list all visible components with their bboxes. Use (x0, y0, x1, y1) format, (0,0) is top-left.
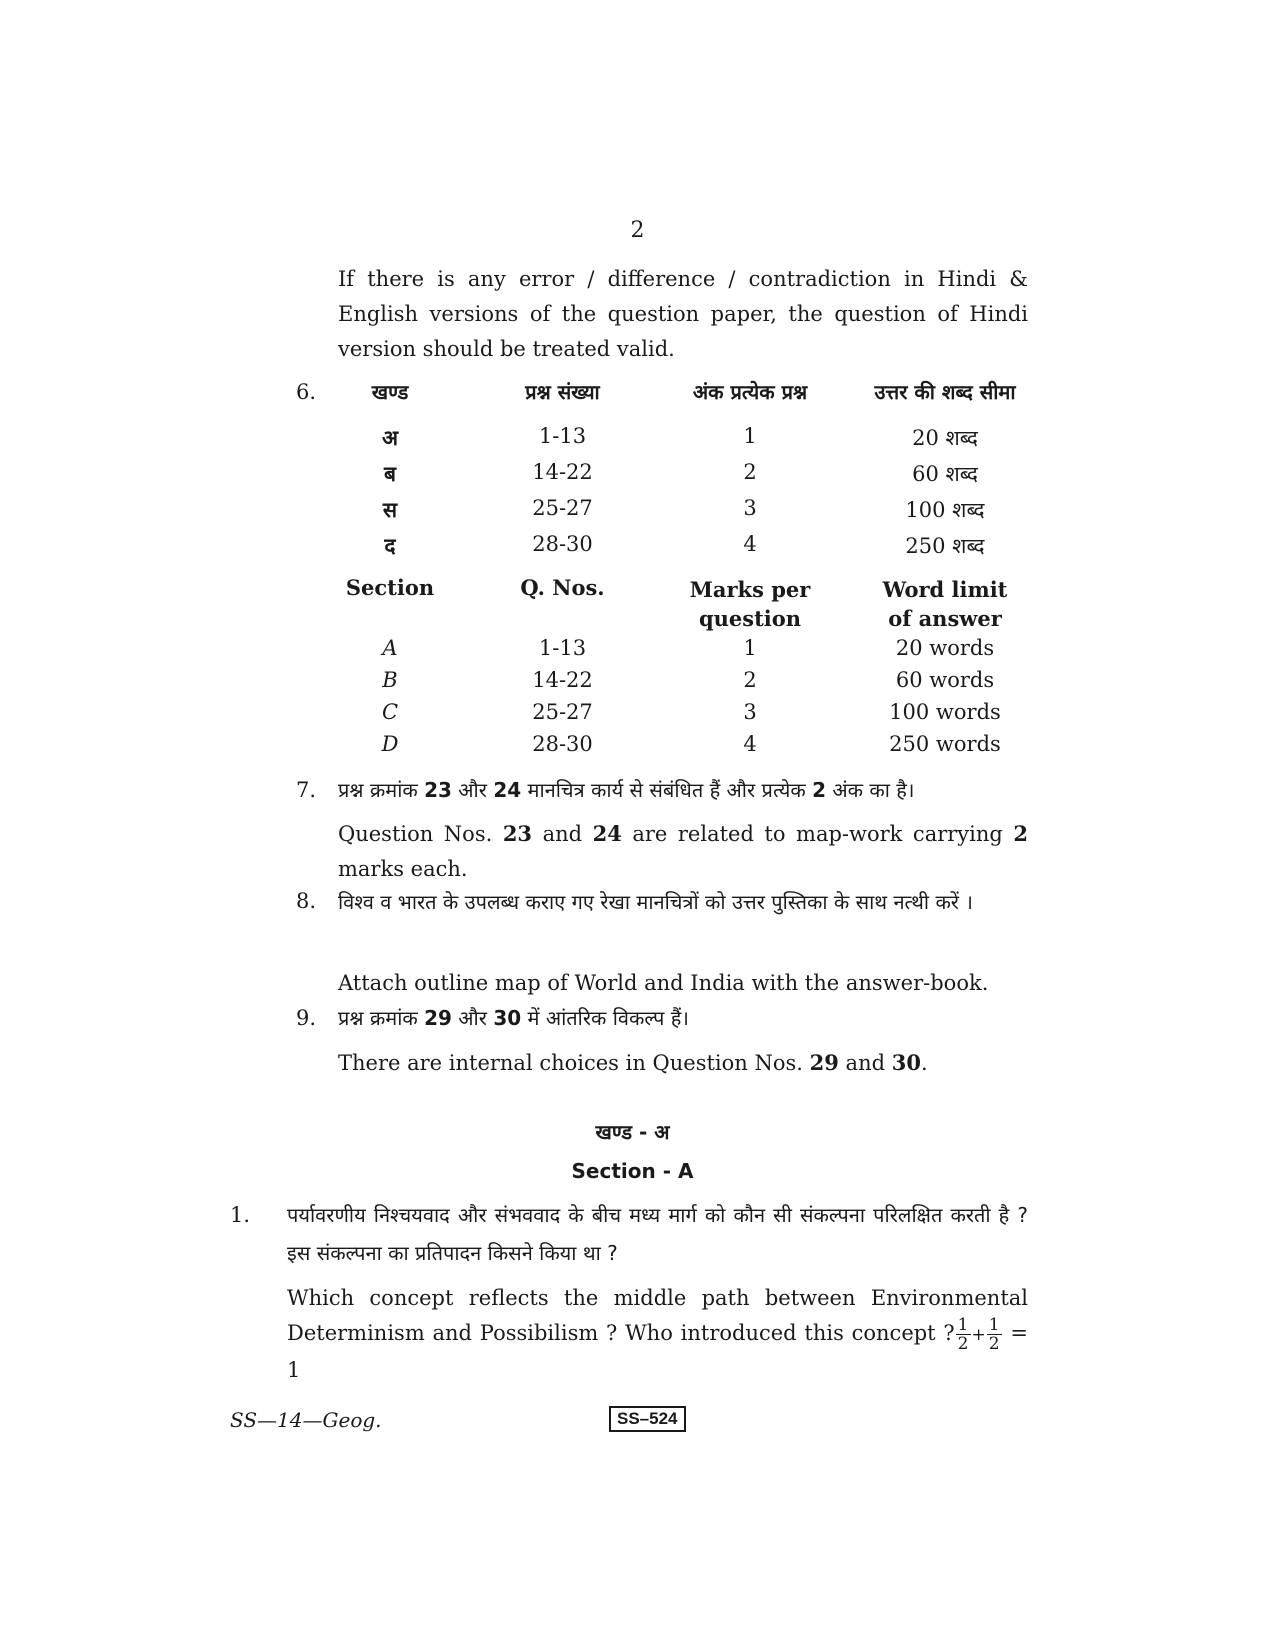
header-cell: उत्तर की शब्द सीमा (874, 380, 1016, 404)
footer-subject-code: SS—14—Geog. (230, 1408, 382, 1432)
table-header-english (335, 575, 1025, 639)
section-heading-english: Section - A (571, 1159, 694, 1183)
footer-paper-code: SS–524 (609, 1406, 686, 1432)
table-cell: B (382, 668, 398, 692)
item-9-hindi: प्रश्न क्रमांक 29 और 30 में आंतरिक विकल्प हैं। (338, 1006, 689, 1030)
item-9-english: There are internal choices in Question Nos. 29 and 30. (338, 1050, 928, 1075)
table-cell: 4 (743, 732, 757, 756)
table-cell: 1 (743, 424, 757, 448)
header-cell: प्रश्न संख्या (525, 380, 600, 404)
table-cell: D (381, 732, 399, 756)
table-cell: 100 शब्द (905, 498, 985, 522)
table-cell: 14-22 (532, 668, 593, 692)
marks-fraction: $\frac{1}{2}$ (957, 1315, 969, 1354)
header-cell: खण्ड (371, 380, 409, 404)
item-8-hindi: विश्व व भारत के उपलब्ध कराए गए रेखा मानचित्रों को उत्तर पुस्तिका के साथ नत्थी करें । (338, 890, 973, 914)
page-number: 2 (630, 218, 645, 243)
table-cell: 100 words (889, 700, 1001, 724)
table-cell: 1-13 (538, 424, 587, 448)
table-row (335, 668, 1025, 702)
question-1-hindi: पर्यावरणीय निश्चयवाद और संभववाद के बीच मध्य मार्ग को कौन सी संकल्पना परिलक्षित करती है ? इस संकल्पना का प्रतिपादन किसने किया था ? (287, 1203, 1028, 1265)
table-cell: 25-27 (532, 496, 593, 520)
note-english: If there is any error / difference / contradiction in Hindi & English versions of the question paper, the question of Hindi version should be treated valid. (338, 267, 1028, 361)
item-6-number: 6. (296, 380, 317, 404)
table-row (335, 460, 1025, 494)
item-9-number: 9. (296, 1006, 317, 1030)
marks-fraction: $\frac{1}{2}$ (988, 1315, 1000, 1354)
table-cell: 2 (743, 668, 757, 692)
item-7-hindi: प्रश्न क्रमांक 23 और 24 मानचित्र कार्य से संबंधित हैं और प्रत्येक 2 अंक का है। (338, 778, 915, 802)
table-cell: स (382, 498, 398, 522)
header-cell: अंक प्रत्येक प्रश्न (692, 380, 808, 404)
header-cell: Q. Nos. (520, 575, 605, 600)
table-cell: 2 (743, 460, 757, 484)
section-heading-hindi: खण्ड - अ (595, 1120, 670, 1144)
header-cell: Marks per question (689, 577, 811, 631)
table-cell: 14-22 (532, 460, 593, 484)
table-header-hindi (335, 378, 1025, 412)
table-cell: 1-13 (538, 636, 587, 660)
table-cell: 25-27 (532, 700, 593, 724)
item-8-english: Attach outline map of World and India with the answer-book. (338, 971, 989, 995)
table-cell: ब (384, 462, 396, 486)
table-row (335, 732, 1025, 766)
table-cell: 1 (743, 636, 757, 660)
table-row (335, 636, 1025, 670)
item-7-english: Question Nos. 23 and 24 are related to map-work carrying 2 marks each. (338, 821, 1028, 881)
table-row (335, 700, 1025, 734)
table-cell: 3 (743, 496, 757, 520)
table-cell: द (384, 534, 396, 558)
table-row (335, 496, 1025, 530)
table-cell: 3 (743, 700, 757, 724)
table-cell: 28-30 (532, 732, 593, 756)
item-7-number: 7. (296, 778, 317, 802)
table-cell: 20 शब्द (912, 426, 978, 450)
header-cell: Section (345, 575, 435, 600)
question-1-number: 1. (230, 1203, 251, 1227)
table-cell: 60 words (895, 668, 995, 692)
table-cell: 250 शब्द (905, 534, 985, 558)
table-cell: 60 शब्द (912, 462, 978, 486)
table-cell: C (381, 700, 399, 724)
table-row (335, 532, 1025, 566)
table-cell: 28-30 (532, 532, 593, 556)
table-cell: 20 words (895, 636, 995, 660)
header-cell: Word limit of answer (882, 577, 1008, 631)
table-row (335, 424, 1025, 458)
table-cell: A (382, 636, 398, 660)
question-1-english: Which concept reflects the middle path between Environmental Determinism and Possibilism ? Who introduced this concept ? $\frac{1}{2}$ + $\frac{1}{2}$ = 1 (287, 1286, 1028, 1382)
table-cell: 250 words (889, 732, 1001, 756)
table-cell: अ (381, 426, 399, 450)
table-cell: 4 (743, 532, 757, 556)
item-8-number: 8. (296, 889, 317, 913)
